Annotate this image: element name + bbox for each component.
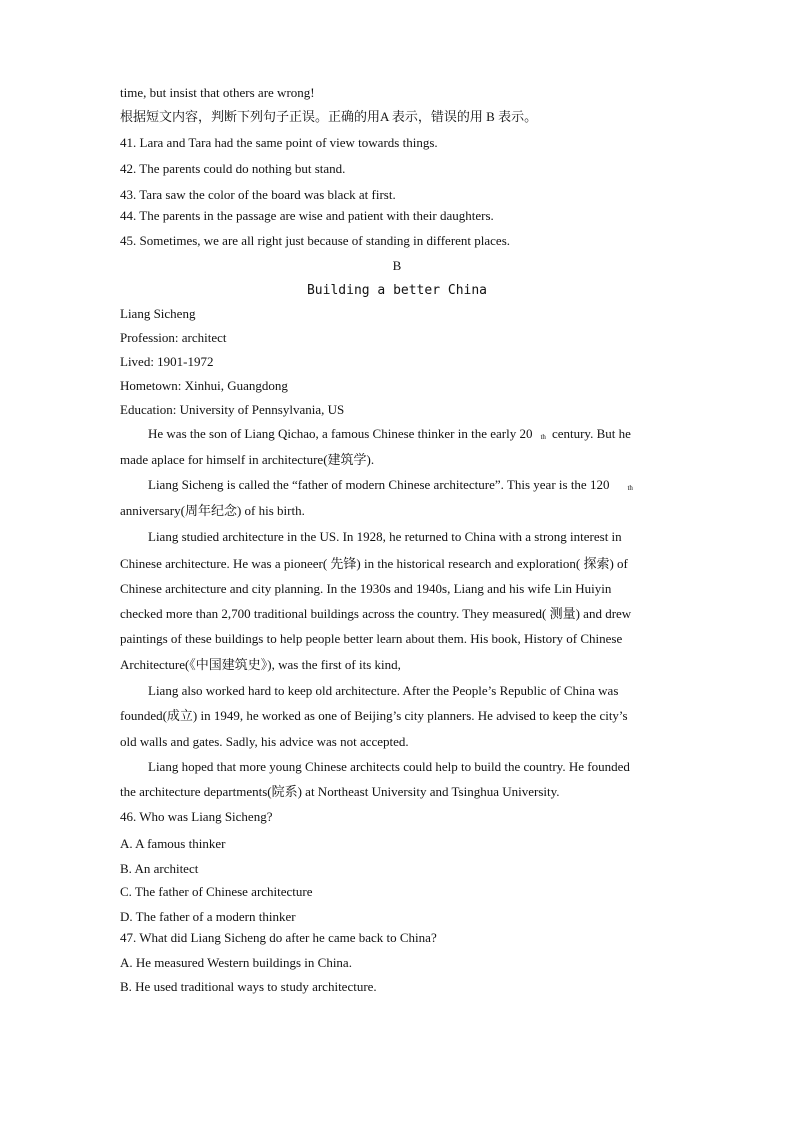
paragraph-3-line-2: Chinese architecture. He was a pioneer( 先锋) in the historical research and exploration( 探索) of: [120, 556, 628, 571]
paragraph-1-line-1: [148, 425, 631, 445]
paragraph-3-line-1: Liang studied architecture in the US. In 1928, he returned to China with a strong interest in: [148, 529, 622, 544]
question-47-option-b: B. He used traditional ways to study architecture.: [120, 979, 377, 994]
superscript: th: [540, 433, 546, 441]
question-47-option-a: A. He measured Western buildings in China.: [120, 955, 352, 970]
paragraph-5-line-2: the architecture departments(院系) at Northeast University and Tsinghua University.: [120, 784, 560, 799]
statement-41: 41. Lara and Tara had the same point of view towards things.: [120, 135, 438, 150]
statement-45: 45. Sometimes, we are all right just because of standing in different places.: [120, 233, 511, 248]
paragraph-3-line-6: Architecture(《中国建筑史》), was the first of its kind,: [120, 657, 401, 672]
question-46-option-c: C. The father of Chinese architecture: [120, 884, 313, 899]
profile-lived: Lived: 1901-1972: [120, 354, 214, 369]
passage-title: Building a better China: [306, 283, 487, 298]
paragraph-2-line-2: anniversary(周年纪念) of his birth.: [120, 503, 305, 518]
question-47: 47. What did Liang Sicheng do after he came back to China?: [120, 930, 437, 945]
profile-education: Education: University of Pennsylvania, US: [120, 402, 345, 417]
paragraph-5-line-1: Liang hoped that more young Chinese architects could help to build the country. He founded: [148, 759, 630, 774]
text: He was the son of Liang Qichao, a famous Chinese thinker in the early 20: [148, 426, 533, 441]
paragraph-1-line-2: made aplace for himself in architecture(建筑学).: [120, 452, 375, 467]
section-letter: B: [392, 258, 402, 273]
paragraph-2-line-1: [148, 476, 639, 496]
profile-hometown: Hometown: Xinhui, Guangdong: [120, 378, 288, 393]
text: Liang Sicheng is called the “father of modern Chinese architecture”. This year is the 120: [148, 477, 610, 492]
paragraph-4-line-3: old walls and gates. Sadly, his advice was not accepted.: [120, 734, 409, 749]
question-46-option-b: B. An architect: [120, 861, 199, 876]
statement-42: 42. The parents could do nothing but stand.: [120, 161, 346, 176]
profile-name: Liang Sicheng: [120, 306, 196, 321]
question-46: 46. Who was Liang Sicheng?: [120, 809, 273, 824]
text: century. But he: [551, 426, 631, 441]
paragraph-3-line-4: checked more than 2,700 traditional buildings across the country. They measured( 测量) and drew: [120, 606, 632, 621]
statement-43: 43. Tara saw the color of the board was black at first.: [120, 187, 396, 202]
statement-44: 44. The parents in the passage are wise and patient with their daughters.: [120, 208, 494, 223]
instruction: 根据短文内容，判断下列句子正误。正确的用A 表示，错误的用 B 表示。: [120, 109, 538, 124]
paragraph-4-line-1: Liang also worked hard to keep old architecture. After the People’s Republic of China was: [148, 683, 619, 698]
question-46-option-d: D. The father of a modern thinker: [120, 909, 296, 924]
paragraph-3-line-5: paintings of these buildings to help people better learn about them. His book, History of Chinese: [120, 631, 623, 646]
profile-profession: Profession: architect: [120, 330, 227, 345]
paragraph-4-line-2: founded(成立) in 1949, he worked as one of Beijing’s city planners. He advised to keep the city’s: [120, 708, 628, 723]
question-46-option-a: A. A famous thinker: [120, 836, 226, 851]
paragraph-3-line-3: Chinese architecture and city planning. In the 1930s and 1940s, Liang and his wife Lin Huiyin: [120, 581, 612, 596]
superscript: th: [627, 484, 633, 492]
text-line: time, but insist that others are wrong!: [120, 85, 315, 100]
